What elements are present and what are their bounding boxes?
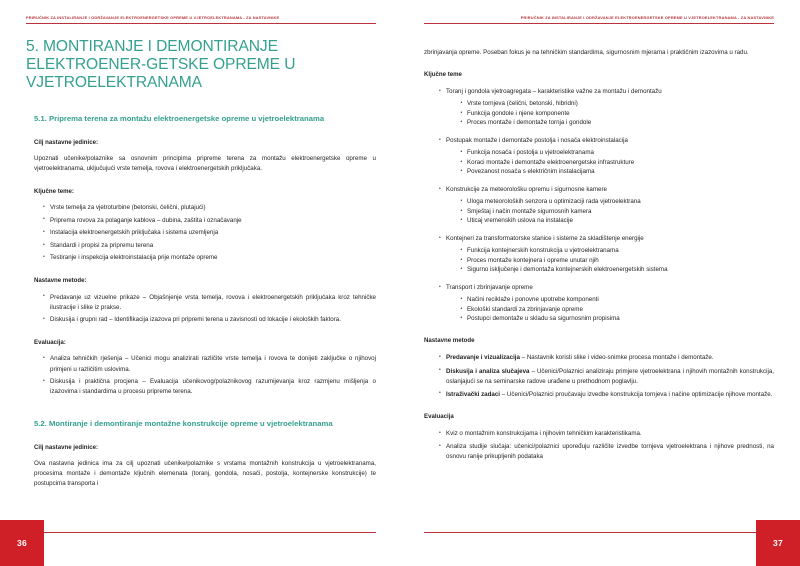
list-item: • Diskusija i praktična procjena – Evaluacija učenikovog/polaznikovog razumijevanja kroz razmjenu mišljenja o izazovima i standardima u procesu pripreme terena.: [42, 377, 376, 397]
list-item: • Funkcija gondole i njene komponente: [460, 110, 774, 119]
list-item: • Smještaj i način montaže sigurnosnih kamera: [460, 208, 774, 217]
header-rule-right: [424, 23, 774, 24]
list-item: • Kviz o montažnim konstrukcijama i njihovim tehničkim karakteristikama.: [438, 429, 774, 439]
section-51-heading: 5.1. Priprema terena za montažu elektroenergetske opreme u vjetroelektranama: [34, 114, 325, 124]
section-51-topics-list: [42, 203, 376, 263]
list-item: • Postupci demontaže u skladu sa sigurnosnim propisima: [460, 315, 774, 324]
list-item: • Analiza studije slučaja: učenici/polaznici upoređuju različite izvedbe tornjeva vjetroelektrana i njihove prednosti, na osnovu ranije prikupljenih podataka: [438, 442, 774, 462]
list-item: • Funkcija kontejnerskih konstrukcija u vjetroelektranama: [460, 247, 774, 256]
topics-label: Ključne teme: [424, 71, 462, 79]
method-desc: – Učenici/Polaznici analiziraju primjere vjetroelektrana i njihovih montažnih konstrukcija, oslanjajući se na seminarske radove urađene u prethodnom poglavlju.: [446, 367, 774, 385]
topic-group-5: [438, 283, 774, 293]
section-51-evaluation-list: [42, 354, 376, 397]
section-52-goal-text: Ova nastavna jedinica ima za cilj upoznati učenike/polaznike s vrstama montažnih konstrukcija u vjetroelektranama, procesima montaže i demontaže ključnih elemenata (toranj, gondola, nosači, postolja, kontejnerske konstrukcije) te postupcima transporta i: [34, 459, 376, 487]
list-item: • Načini reciklaže i ponovne upotrebe komponenti: [460, 296, 774, 305]
left-content-column: [26, 34, 376, 526]
topic-group-1-sublist: [460, 100, 774, 128]
list-item: • Analiza tehničkih rješenja – Učenici mogu analizirati različite vrste temelja i rovova te donijeti zaključke o njihovoj primjeni u različitim uslovima.: [42, 354, 376, 374]
list-item: • Toranj i gondola vjetroagregata – karakteristike važne za montažu i demontažu: [438, 87, 774, 97]
running-header-left: PRIRUČNIK ZA INSTALIRANJE I ODRŽAVANJE ELEKTROENERGETSKE OPREME U VJETROELEKTRANAMA - ZA NASTAVNIKE: [26, 15, 280, 20]
list-item: [438, 367, 774, 387]
footer-rule-right: [424, 532, 774, 533]
list-item: • Postupak montaže i demontaže postolja i nosača elektroinstalacija: [438, 136, 774, 146]
page-number-right: 37: [756, 520, 800, 566]
list-item: • Priprema rovova za polaganje kablova – dubina, zaštita i označavanje: [42, 216, 376, 226]
list-item: [438, 390, 774, 400]
list-item: • Standardi i propisi za pripremu terena: [42, 241, 376, 251]
list-item: • Vrste tornjeva (čelični, betonski, hibridni): [460, 100, 774, 109]
list-item: • Testiranje i inspekcija elektroinstalacija prije montaže opreme: [42, 253, 376, 263]
topic-group-3-sublist: [460, 198, 774, 226]
list-item: • Proces montaže i demontaže tornja i gondole: [460, 119, 774, 128]
section-51-methods-list: [42, 293, 376, 326]
right-content-column: [424, 34, 774, 526]
topic-group-2: [438, 136, 774, 146]
section-51-methods-label: Nastavne metode:: [34, 277, 87, 285]
section-51-topics-label: Ključne teme:: [34, 187, 74, 195]
running-header-right: PRIRUČNIK ZA INSTALIRANJE I ODRŽAVANJE ELEKTROENERGETSKE OPREME U VJETROELEKTRANAMA - ZA NASTAVNIKE: [520, 15, 774, 20]
topic-group-2-sublist: [460, 149, 774, 177]
list-item: • Diskusija i grupni rad – Identifikacija izazova pri pripremi terena u zavisnosti od lokacije i ekoloških faktora.: [42, 315, 376, 325]
list-item: • Instalacija elektroenergetskih priključaka i sistema uzemljenja: [42, 228, 376, 238]
topic-group-4: [438, 234, 774, 244]
topic-group-4-sublist: [460, 247, 774, 275]
list-item: • Ekološki standardi za zbrinjavanje opreme: [460, 306, 774, 315]
topic-group-1: [438, 87, 774, 97]
section-52-heading: 5.2. Montiranje i demontiranje montažne konstrukcije opreme u vjetroelektranama: [34, 419, 333, 429]
topic-group-3: [438, 185, 774, 195]
list-item: • Uticaj vremenskih uslova na instalacije: [460, 217, 774, 226]
method-desc: – Učenici/Polaznici proučavaju izvedbe konstrukcija tornjeva i načine optimizacije njihove montaže.: [500, 390, 773, 398]
method-term: Istraživački zadaci: [446, 390, 501, 398]
page-right: [400, 0, 800, 566]
list-item: • Proces montaže kontejnera i opreme unutar njih: [460, 257, 774, 266]
section-51-goal-text: Upoznati učenike/polaznike sa osnovnim principima pripreme terena za montažu elektroenergetske opreme u vjetroelektranama, uključujući vrste temelja, rovova i elektroenergetskih priključaka.: [34, 154, 376, 172]
list-item: • Povezanost nosača s električnim instalacijama: [460, 168, 774, 177]
list-item: • Konstrukcije za meteorološku opremu i sigurnosne kamere: [438, 185, 774, 195]
list-item: • Sigurno isključenje i demontaža kontejnerskih elektroenergetskih sistema: [460, 266, 774, 275]
topic-group-5-sublist: [460, 296, 774, 324]
list-item: • Kontejneri za transformatorske stanice i sisteme za skladištenje energije: [438, 234, 774, 244]
page-number-left: 36: [0, 520, 44, 566]
list-item: • Predavanje uz vizuelne prikaze – Objašnjenje vrsta temelja, rovova i elektroenergetskih priključaka kroz tehničke ilustracije i slike iz prakse.: [42, 293, 376, 313]
footer-rule-left: [26, 532, 376, 533]
list-item: • Funkcija nosača i postolja u vjetroelektranama: [460, 149, 774, 158]
section-52-goal-label: Cilj nastavne jedinice:: [34, 443, 99, 451]
chapter-title: 5. MONTIRANJE I DEMONTIRANJE ELEKTROENER-GETSKE OPREME U VJETROELEKTRANAMA: [26, 38, 296, 92]
list-item: • Transport i zbrinjavanje opreme: [438, 283, 774, 293]
method-term: Diskusija i analiza slučajeva: [446, 367, 530, 375]
evaluation-list: [438, 429, 774, 462]
header-rule-left: [26, 23, 376, 24]
list-item: • Vrste temelja za vjetroturbine (betonski, čelični, plutajući): [42, 203, 376, 213]
section-51-evaluation-label: Evaluacija:: [34, 339, 66, 347]
section-51-goal-label: Cilj nastavne jedinice:: [34, 138, 99, 146]
list-item: [438, 353, 774, 363]
list-item: • Uloga meteoroloških senzora u optimizaciji rada vjetroelektrana: [460, 198, 774, 207]
method-desc: – Nastavnik koristi slike i video-snimke procesa montaže i demontaže.: [519, 354, 714, 362]
methods-list: [438, 353, 774, 399]
methods-label: Nastavne metode: [424, 337, 475, 345]
evaluation-label: Evaluacija: [424, 412, 454, 420]
continued-paragraph: zbrinjavanja opreme. Poseban fokus je na tehničkim standardima, sigurnosnim mjerama i praktičnim izazovima u radu.: [424, 49, 749, 56]
list-item: • Koraci montaže i demontaže elektroenergetske infrastrukture: [460, 159, 774, 168]
method-term: Predavanje i vizualizacija: [446, 354, 520, 362]
